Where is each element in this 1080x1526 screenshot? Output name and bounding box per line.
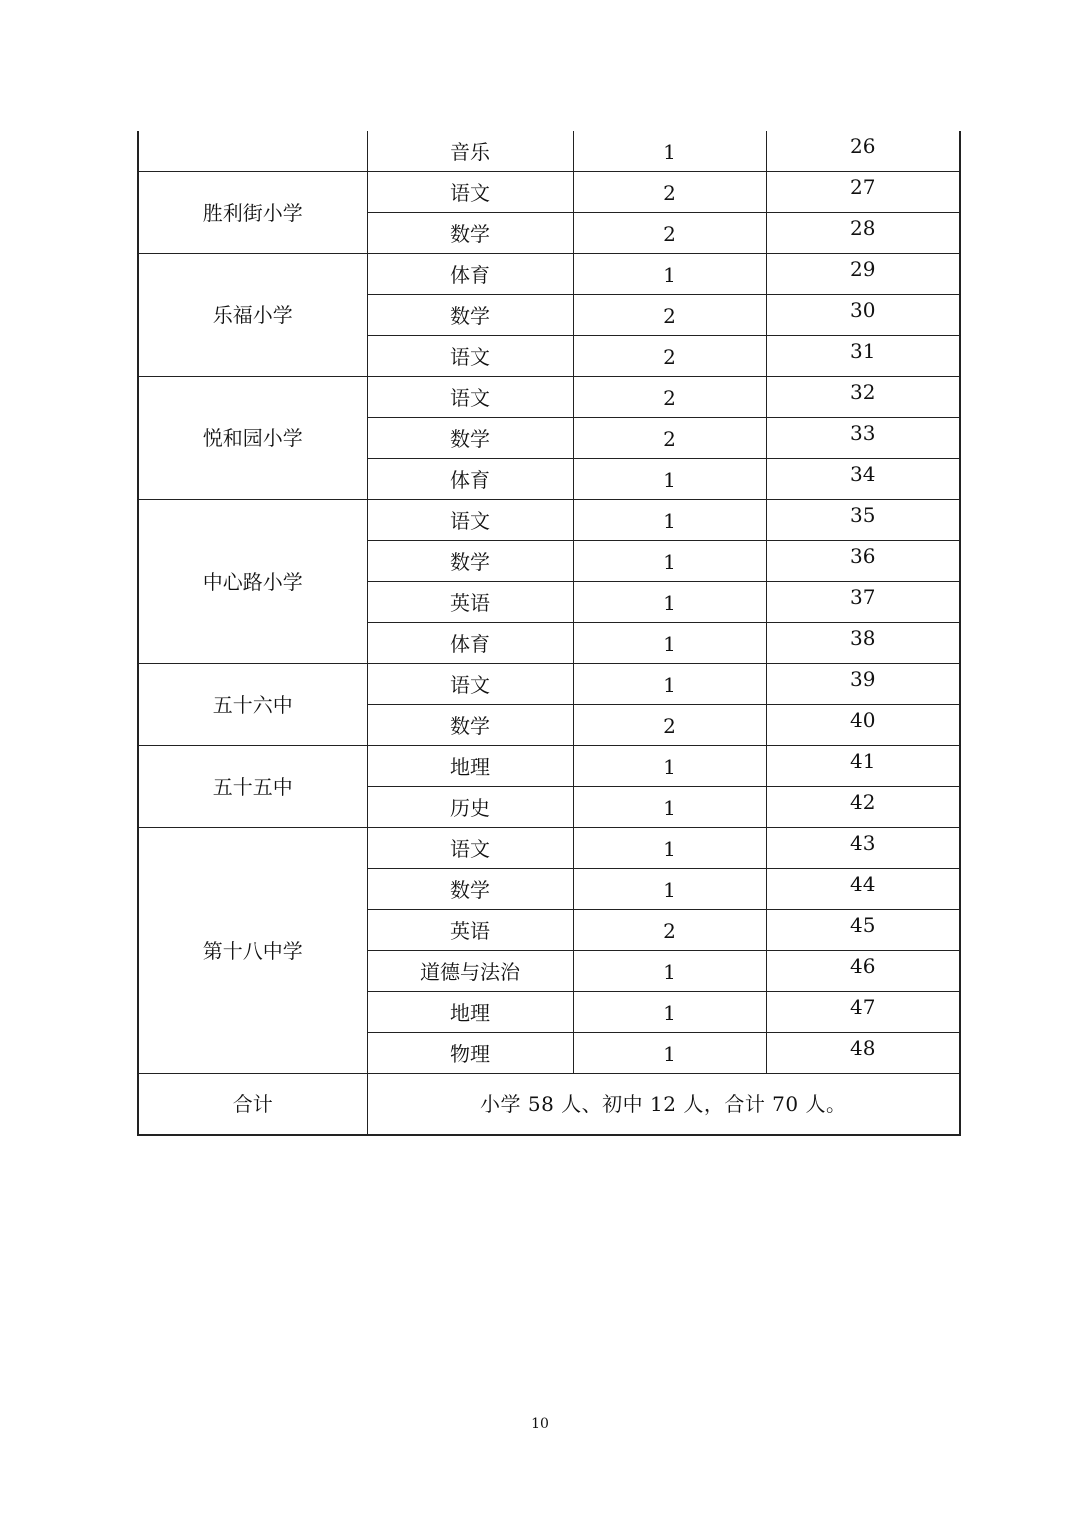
- count-text: 2: [663, 181, 676, 205]
- subject-text: 数学: [450, 878, 490, 902]
- subject-text: 音乐: [450, 140, 490, 164]
- sequence-number-cell: [766, 992, 960, 1033]
- count-cell: [573, 295, 766, 336]
- subject-cell: [367, 1033, 573, 1074]
- subject-cell: [367, 664, 573, 705]
- count-text: 1: [663, 509, 676, 533]
- sequence-number-text: 39: [850, 667, 876, 691]
- subject-cell: [367, 459, 573, 500]
- count-text: 1: [663, 837, 676, 861]
- sequence-number-cell: [766, 1033, 960, 1074]
- sequence-number-cell: [766, 951, 960, 992]
- subject-text: 地理: [450, 1001, 490, 1025]
- subject-text: 体育: [450, 468, 490, 492]
- count-cell: [573, 664, 766, 705]
- count-cell: [573, 623, 766, 664]
- count-cell: [573, 582, 766, 623]
- count-text: 1: [663, 878, 676, 902]
- subject-text: 语文: [450, 509, 490, 533]
- table-row: [138, 131, 960, 172]
- count-cell: [573, 787, 766, 828]
- count-text: 1: [663, 1042, 676, 1066]
- school-name-cell: [138, 131, 367, 172]
- sequence-number-text: 41: [850, 749, 876, 773]
- sequence-number-text: 31: [850, 339, 876, 363]
- sequence-number-cell: [766, 336, 960, 377]
- subject-text: 语文: [450, 673, 490, 697]
- sequence-number-text: 35: [850, 503, 876, 527]
- count-text: 1: [663, 140, 676, 164]
- count-text: 1: [663, 673, 676, 697]
- sequence-number-cell: [766, 664, 960, 705]
- sequence-number-cell: [766, 541, 960, 582]
- sequence-number-text: 28: [850, 216, 876, 240]
- count-cell: [573, 705, 766, 746]
- count-text: 2: [663, 714, 676, 738]
- sequence-number-cell: [766, 254, 960, 295]
- count-text: 1: [663, 796, 676, 820]
- count-text: 2: [663, 919, 676, 943]
- subject-cell: [367, 705, 573, 746]
- subject-cell: [367, 828, 573, 869]
- subject-text: 语文: [450, 181, 490, 205]
- total-label-cell: 合计: [138, 1074, 367, 1136]
- sequence-number-cell: [766, 172, 960, 213]
- subject-cell: [367, 910, 573, 951]
- sequence-number-text: 44: [850, 872, 876, 896]
- school-name-cell: 中心路小学: [138, 500, 367, 664]
- count-cell: [573, 500, 766, 541]
- count-text: 1: [663, 960, 676, 984]
- school-name-cell: 胜利街小学: [138, 172, 367, 254]
- sequence-number-cell: [766, 705, 960, 746]
- count-cell: [573, 951, 766, 992]
- subject-cell: [367, 992, 573, 1033]
- sequence-number-text: 30: [850, 298, 876, 322]
- page-number: 10: [531, 1416, 549, 1432]
- count-text: 2: [663, 345, 676, 369]
- subject-text: 数学: [450, 222, 490, 246]
- count-text: 1: [663, 632, 676, 656]
- subject-text: 数学: [450, 427, 490, 451]
- school-name-cell: 五十六中: [138, 664, 367, 746]
- sequence-number-text: 46: [850, 954, 876, 978]
- subject-cell: [367, 541, 573, 582]
- count-cell: [573, 254, 766, 295]
- subject-text: 物理: [450, 1042, 490, 1066]
- subject-text: 英语: [450, 591, 490, 615]
- sequence-number-cell: [766, 828, 960, 869]
- sequence-number-text: 33: [850, 421, 876, 445]
- subject-text: 语文: [450, 837, 490, 861]
- subject-text: 语文: [450, 345, 490, 369]
- sequence-number-cell: [766, 582, 960, 623]
- count-text: 2: [663, 304, 676, 328]
- subject-text: 语文: [450, 386, 490, 410]
- count-cell: [573, 541, 766, 582]
- total-summary-cell: 小学 58 人、初中 12 人，合计 70 人。: [367, 1074, 960, 1136]
- count-text: 1: [663, 1001, 676, 1025]
- subject-text: 数学: [450, 304, 490, 328]
- count-text: 1: [663, 591, 676, 615]
- table-row: [138, 828, 960, 869]
- subject-text: 历史: [450, 796, 490, 820]
- sequence-number-text: 34: [850, 462, 876, 486]
- sequence-number-text: 47: [850, 995, 876, 1019]
- table-row: [138, 254, 960, 295]
- subject-cell: [367, 787, 573, 828]
- count-text: 2: [663, 386, 676, 410]
- subject-cell: [367, 746, 573, 787]
- sequence-number-cell: [766, 746, 960, 787]
- subject-cell: [367, 295, 573, 336]
- subject-text: 数学: [450, 550, 490, 574]
- count-cell: [573, 213, 766, 254]
- sequence-number-text: 26: [850, 134, 876, 158]
- school-name-cell: 悦和园小学: [138, 377, 367, 500]
- count-text: 2: [663, 427, 676, 451]
- sequence-number-cell: [766, 910, 960, 951]
- sequence-number-cell: [766, 213, 960, 254]
- count-text: 1: [663, 468, 676, 492]
- count-cell: [573, 336, 766, 377]
- sequence-number-text: 40: [850, 708, 876, 732]
- sequence-number-text: 38: [850, 626, 876, 650]
- count-cell: [573, 377, 766, 418]
- table-row: [138, 746, 960, 787]
- count-cell: [573, 172, 766, 213]
- quota-table-body: [138, 131, 960, 1135]
- sequence-number-text: 36: [850, 544, 876, 568]
- sequence-number-text: 48: [850, 1036, 876, 1060]
- sequence-number-text: 45: [850, 913, 876, 937]
- table-row: [138, 664, 960, 705]
- subject-cell: [367, 213, 573, 254]
- count-cell: [573, 828, 766, 869]
- subject-cell: [367, 869, 573, 910]
- sequence-number-text: 37: [850, 585, 876, 609]
- subject-cell: [367, 623, 573, 664]
- table-row: [138, 500, 960, 541]
- subject-text: 地理: [450, 755, 490, 779]
- school-name-cell: 五十五中: [138, 746, 367, 828]
- count-cell: [573, 869, 766, 910]
- table-row: [138, 377, 960, 418]
- table-row: [138, 172, 960, 213]
- count-cell: [573, 131, 766, 172]
- count-cell: [573, 992, 766, 1033]
- subject-cell: [367, 131, 573, 172]
- sequence-number-text: 43: [850, 831, 876, 855]
- subject-cell: [367, 418, 573, 459]
- count-cell: [573, 1033, 766, 1074]
- sequence-number-cell: [766, 459, 960, 500]
- count-cell: [573, 459, 766, 500]
- count-cell: [573, 910, 766, 951]
- subject-text: 英语: [450, 919, 490, 943]
- sequence-number-cell: [766, 787, 960, 828]
- sequence-number-cell: [766, 131, 960, 172]
- count-text: 1: [663, 550, 676, 574]
- sequence-number-cell: [766, 418, 960, 459]
- sequence-number-cell: [766, 869, 960, 910]
- subject-text: 体育: [450, 632, 490, 656]
- subject-cell: [367, 582, 573, 623]
- sequence-number-cell: [766, 500, 960, 541]
- subject-cell: [367, 254, 573, 295]
- count-text: 1: [663, 755, 676, 779]
- count-cell: [573, 746, 766, 787]
- subject-cell: [367, 951, 573, 992]
- sequence-number-cell: [766, 623, 960, 664]
- sequence-number-text: 32: [850, 380, 876, 404]
- subject-text: 道德与法治: [420, 960, 520, 984]
- school-name-cell: 第十八中学: [138, 828, 367, 1074]
- subject-cell: [367, 336, 573, 377]
- count-cell: [573, 418, 766, 459]
- sequence-number-text: 27: [850, 175, 876, 199]
- sequence-number-text: 42: [850, 790, 876, 814]
- sequence-number-text: 29: [850, 257, 876, 281]
- subject-cell: [367, 172, 573, 213]
- sequence-number-cell: [766, 377, 960, 418]
- total-row: [138, 1074, 960, 1136]
- school-name-cell: 乐福小学: [138, 254, 367, 377]
- subject-text: 数学: [450, 714, 490, 738]
- count-text: 1: [663, 263, 676, 287]
- subject-cell: [367, 377, 573, 418]
- count-text: 2: [663, 222, 676, 246]
- sequence-number-cell: [766, 295, 960, 336]
- quota-table: [137, 131, 961, 1136]
- subject-cell: [367, 500, 573, 541]
- subject-text: 体育: [450, 263, 490, 287]
